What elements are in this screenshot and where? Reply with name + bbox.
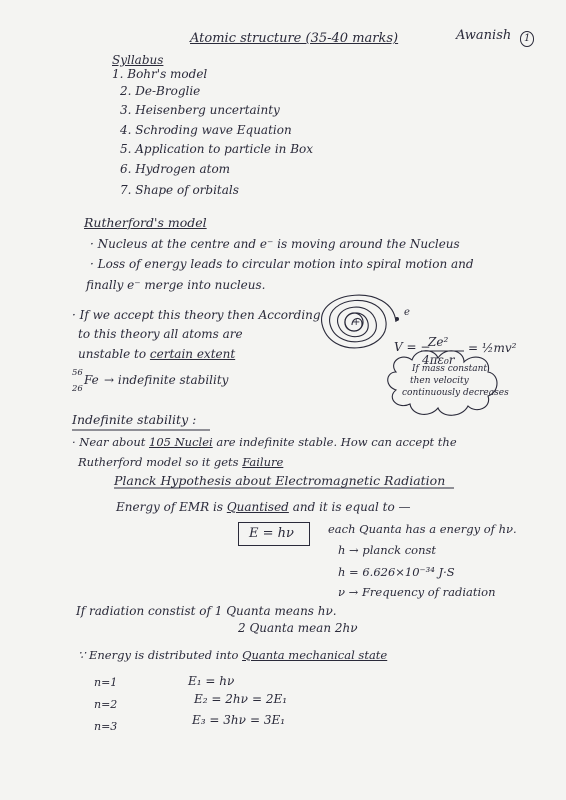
distribution-line: ∵ Energy is distributed into Quanta mechanical state	[78, 648, 388, 662]
level-n: n=1	[94, 676, 118, 689]
rutherford-point: finally e⁻ merge into nucleus.	[86, 278, 266, 292]
planck-note: each Quanta has a energy of hν.	[328, 522, 517, 536]
syllabus-item: 3. Heisenberg uncertainty	[120, 103, 280, 117]
fe-stability-text: → indefinite stability	[104, 373, 229, 387]
rutherford-point: · Nucleus at the centre and e⁻ is moving around the Nucleus	[90, 237, 460, 251]
nucleus-symbol: +	[352, 317, 361, 328]
planck-note: ν → Frequency of radiation	[338, 585, 496, 599]
level-energy: E₂ = 2hν	[194, 692, 248, 706]
fe-symbol: Fe	[84, 373, 99, 387]
radiation-line: If radiation constist of 1 Quanta means hν.	[76, 604, 337, 618]
page-number: 1	[520, 31, 534, 47]
velocity-formula-rhs: = ½mv²	[468, 341, 517, 355]
level-energy: E₁ = hν	[188, 674, 235, 688]
rutherford-point: · Loss of energy leads to circular motion into spiral motion and	[90, 257, 474, 271]
velocity-formula-numerator: Ze²	[428, 335, 449, 349]
page-title: Atomic structure (35-40 marks)	[190, 31, 399, 46]
planck-heading: Planck Hypothesis about Electromagnetic Radiation	[114, 473, 446, 488]
velocity-formula-lhs: V = −	[394, 340, 431, 354]
syllabus-item: 2. De-Broglie	[120, 84, 201, 98]
level-energy: E₃ = 3hν	[192, 713, 246, 727]
fe-atomic-number: 26	[72, 384, 83, 394]
rutherford-point: · If we accept this theory then According	[72, 308, 321, 322]
cloud-note-line: then velocity	[410, 376, 469, 386]
level-relation: = 3E₁	[250, 713, 286, 727]
indefinite-line: · Near about 105 Nuclei are indefinite stable. How can accept the	[72, 435, 457, 449]
planck-note: h = 6.626×10⁻³⁴ J·S	[338, 565, 455, 579]
syllabus-item: 6. Hydrogen atom	[120, 162, 231, 176]
energy-formula-box	[238, 522, 310, 546]
fe-mass-number: 56	[72, 368, 83, 378]
velocity-formula-denominator: 4πε₀r	[422, 353, 455, 367]
planck-note: h → planck const	[338, 543, 437, 557]
syllabus-item: 4. Schroding wave Equation	[120, 123, 292, 137]
radiation-line: 2 Quanta mean 2hν	[238, 621, 358, 635]
indefinite-heading: Indefinite stability :	[72, 412, 197, 427]
syllabus-item: 7. Shape of orbitals	[120, 183, 239, 197]
energy-formula: E = hν	[249, 526, 294, 541]
planck-line: Energy of EMR is Quantised and it is equal to —	[116, 500, 411, 514]
author-name: Awanish	[456, 28, 512, 43]
level-relation: = 2E₁	[252, 692, 288, 706]
syllabus-item: 5. Application to particle in Box	[120, 142, 314, 156]
electron-label: e	[404, 307, 410, 318]
cloud-note-line: continuously decreases	[402, 388, 509, 398]
indefinite-line: Rutherford model so it gets Failure	[78, 455, 284, 469]
syllabus-item: 1. Bohr's model	[112, 67, 208, 81]
syllabus-heading: Syllabus	[112, 53, 164, 67]
cloud-note-line: If mass constant	[412, 364, 488, 374]
level-n: n=2	[94, 698, 118, 711]
rutherford-point: unstable to certain extent	[78, 347, 236, 361]
rutherford-point: to this theory all atoms are	[78, 327, 243, 341]
rutherford-heading: Rutherford's model	[84, 215, 207, 230]
level-n: n=3	[94, 720, 118, 733]
